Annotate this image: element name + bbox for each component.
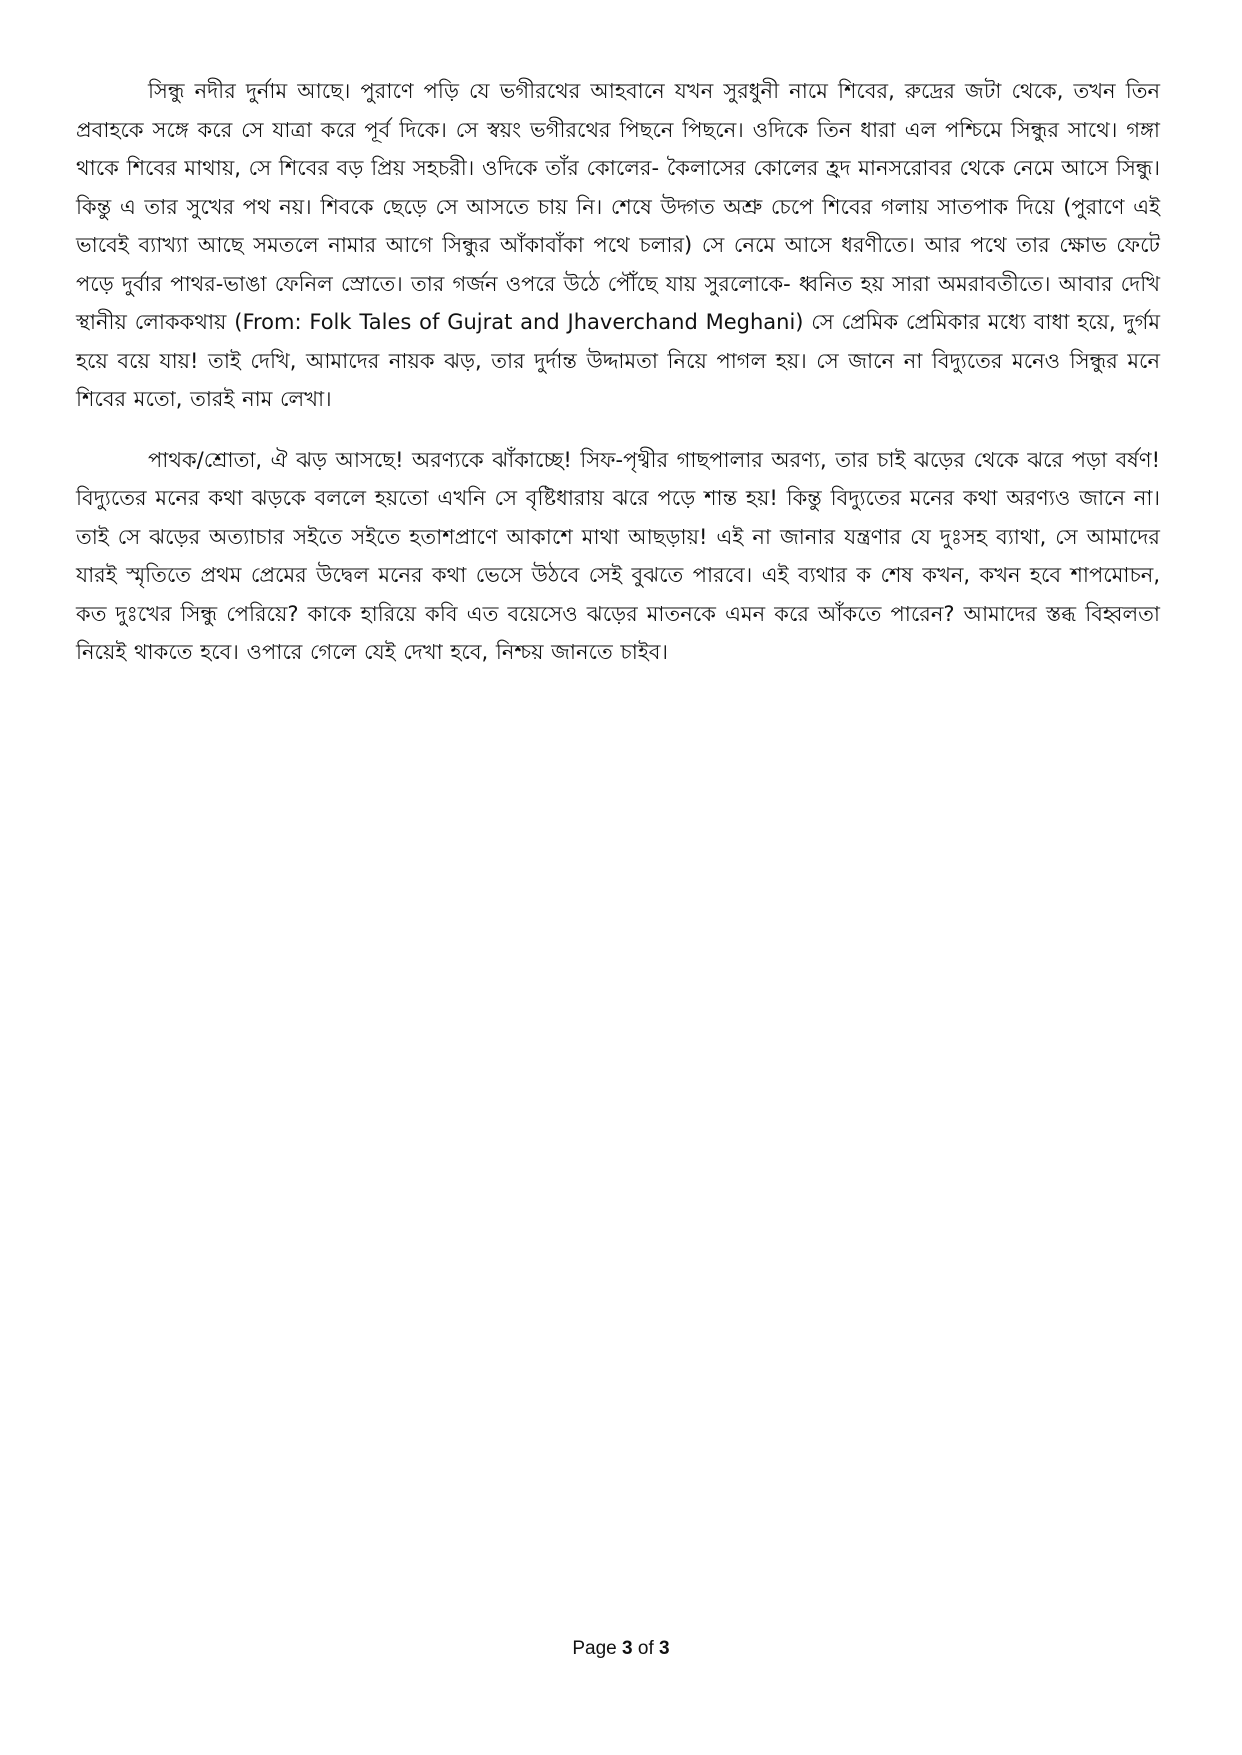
page-number-footer: [0, 1636, 1242, 1662]
current-page-number: 3: [622, 1638, 633, 1659]
paragraph-storm: পাথক/শ্রোতা, ঐ ঝড় আসছে! অরণ্যকে ঝাঁকাচ্ছে! সিফ-পৃথ্বীর গাছপালার অরণ্য, তার চাই ঝড়ের থেকে ঝরে পড়া বর্ষণ! বিদ্যুতের মনের কথা ঝড়কে বললে হয়তো এখনি সে বৃষ্টিধারায় ঝরে পড়ে শান্ত হয়! কিন্তু বিদ্যুতের মনের কথা অরণ্যও জানে না। তাই সে ঝড়ের অত্যাচার সইতে সইতে হতাশপ্রাণে আকাশে মাথা আছড়ায়! এই না জানার যন্ত্রণার যে দুঃসহ ব্যাথা, সে আমাদের যারই স্মৃতিতে প্রথম প্রেমের উদ্বেল মনের কথা ভেসে উঠবে সেই বুঝতে পারবে। এই ব্যথার ক শেষ কখন, কখন হবে শাপমোচন, কত দুঃখের সিন্ধু পেরিয়ে? কাকে হারিয়ে কবি এত বয়েসেও ঝড়ের মাতনকে এমন করে আঁকতে পারেন? আমাদের স্তব্ধ বিহ্বলতা নিয়েই থাকতে হবে। ওপারে গেলে যেই দেখা হবে, নিশ্চয় জানতে চাইব।: [76, 447, 1160, 664]
paragraph-sindhu: সিন্ধু নদীর দুর্নাম আছে। পুরাণে পড়ি যে ভগীরথের আহবানে যখন সুরধুনী নামে শিবের, রুদ্রের জটা থেকে, তখন তিন প্রবাহকে সঙ্গে করে সে যাত্রা করে পূর্ব দিকে। সে স্বয়ং ভগীরথের পিছনে পিছনে। ওদিকে তিন ধারা এল পশ্চিমে সিন্ধুর সাথে। গঙ্গা থাকে শিবের মাথায়, সে শিবের বড় প্রিয় সহচরী। ওদিকে তাঁর কোলের- কৈলাসের কোলের হ্রদ মানসরোবর থেকে নেমে আসে সিন্ধু। কিন্তু এ তার সুখের পথ নয়। শিবকে ছেড়ে সে আসতে চায় নি। শেষে উদ্গত অশ্রু চেপে শিবের গলায় সাতপাক দিয়ে (পুরাণে এই ভাবেই ব্যাখ্যা আছে সমতলে নামার আগে সিন্ধুর আঁকাবাঁকা পথে চলার) সে নেমে আসে ধরণীতে। আর পথে তার ক্ষোভ ফেটে পড়ে দুর্বার পাথর-ভাঙা ফেনিল স্রোতে। তার গর্জন ওপরে উঠে পৌঁছে যায় সুরলোকে- ধ্বনিত হয় সারা অমরাবতীতে। আবার দেখি স্থানীয় লোককথায় (From: Folk Tales of Gujrat and Jhaverchand Meghani) সে প্রেমিক প্রেমিকার মধ্যে বাধা হয়ে, দুর্গম হয়ে বয়ে যায়! তাই দেখি, আমাদের নায়ক ঝড়, তার দুর্দান্ত উদ্দামতা নিয়ে পাগল হয়। সে জানে না বিদ্যুতের মনেও সিন্ধুর মনে শিবের মতো, তারই নাম লেখা।: [76, 79, 1160, 411]
of-label: of: [637, 1638, 654, 1659]
body-text: [76, 72, 1160, 672]
page-label: Page: [572, 1638, 617, 1659]
total-page-number: 3: [659, 1638, 670, 1659]
